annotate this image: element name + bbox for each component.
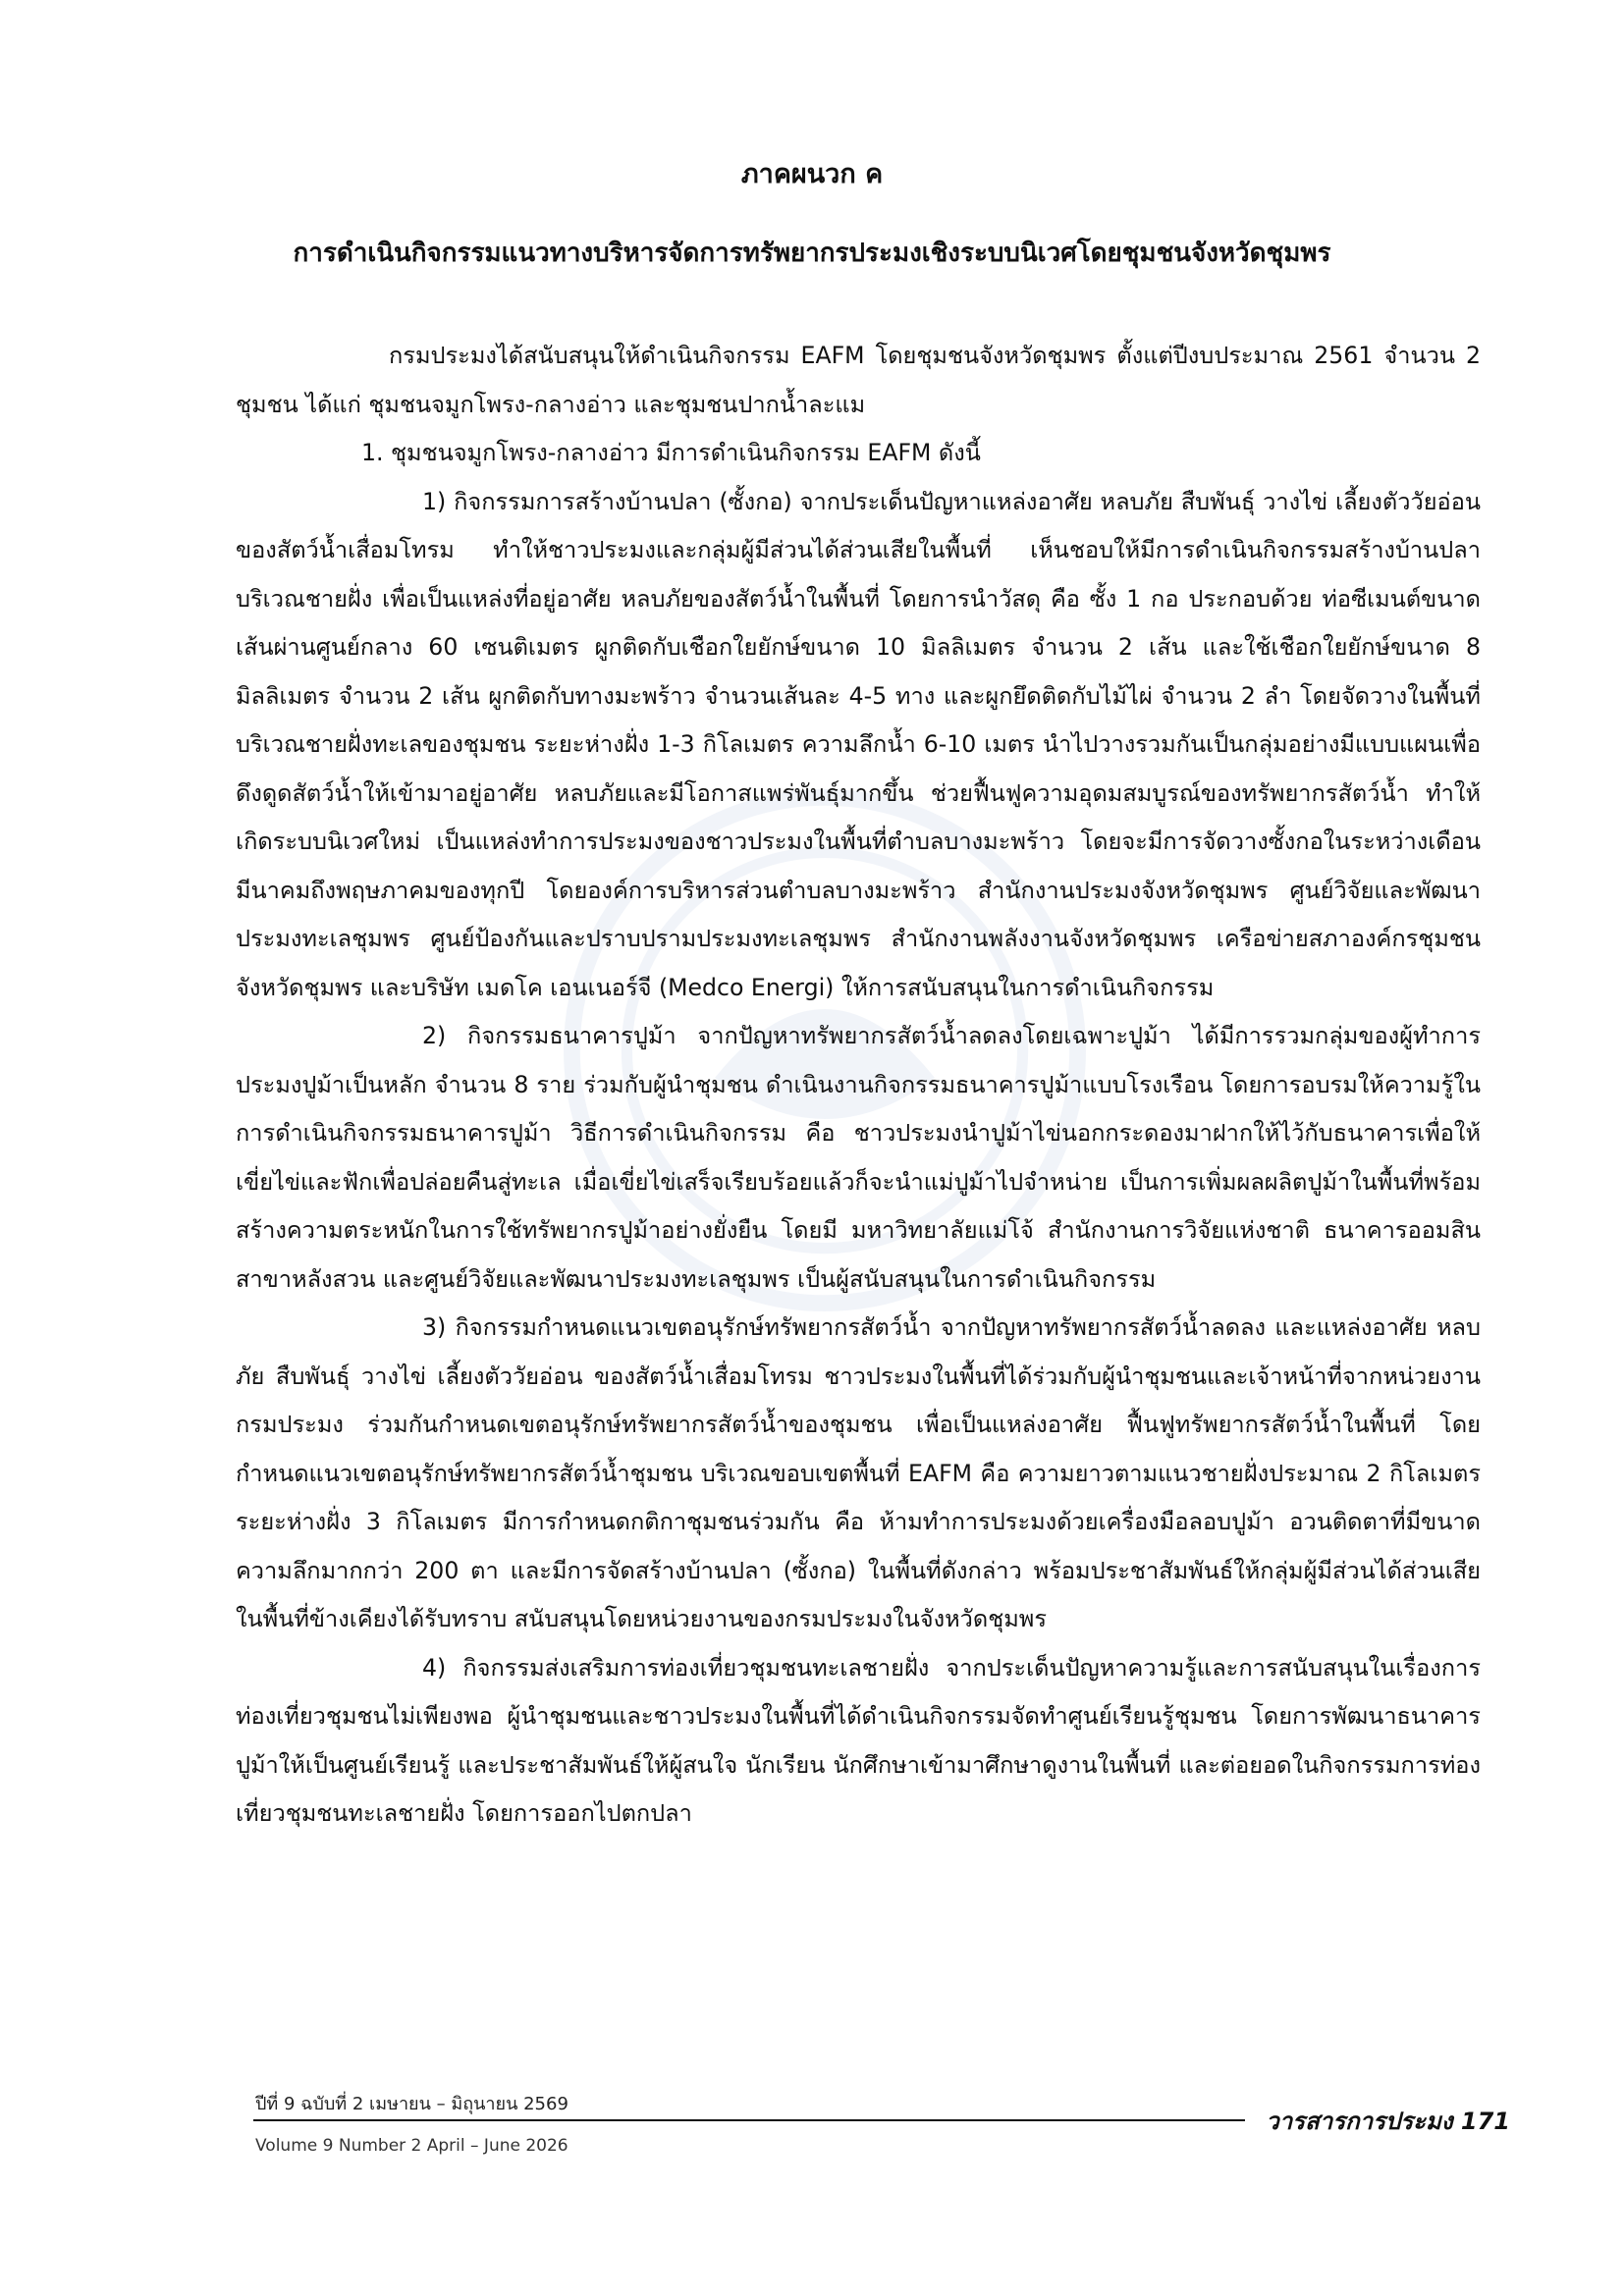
footer-issue-english: Volume 9 Number 2 April – June 2026 (255, 2136, 568, 2156)
journal-name: วารสารการประมง (1266, 2108, 1453, 2135)
page-title: การดำเนินกิจกรรมแนวทางบริหารจัดการทรัพยากรประมงเชิงระบบนิเวศโดยชุมชนจังหวัดชุมพร (293, 239, 1331, 268)
footer-issue-thai: ปีที่ 9 ฉบับที่ 2 เมษายน – มิถุนายน 2569 (255, 2094, 568, 2114)
footer-divider (253, 2119, 1245, 2121)
page-number: 171 (1460, 2108, 1510, 2135)
paragraph-section-heading: 1. ชุมชนจมูกโพรง-กลางอ่าว มีการดำเนินกิจกรรม EAFM ดังนี้ (361, 439, 981, 466)
paragraph-item-2: 2) กิจกรรมธนาคารปูม้า จากปัญหาทรัพยากรสัตว์น้ำลดลงโดยเฉพาะปูม้า ได้มีการรวมกลุ่มของผู้ทำการประมงปูม้าเป็นหลัก จำนวน 8 ราย ร่วมกับผู้นำชุมชน ดำเนินงานกิจกรรมธนาคารปูม้าแบบโรงเรือน โดยการอบรมให้ความรู้ในการดำเนินกิจกรรมธนาคารปูม้า วิธีการดำเนินกิจกรรม คือ ชาวประมงนำปูม้าไข่นอกกระดองมาฝากให้ไว้กับธนาคารเพื่อให้เขี่ยไข่และฟักเพื่อปล่อยคืนสู่ทะเล เมื่อเขี่ยไข่เสร็จเรียบร้อยแล้วก็จะนำแม่ปูม้าไปจำหน่าย เป็นการเพิ่มผลผลิตปูม้าในพื้นที่พร้อมสร้างความตระหนักในการใช้ทรัพยากรปูม้าอย่างยั่งยืน โดยมี มหาวิทยาลัยแม่โจ้ สำนักงานการวิจัยแห่งชาติ ธนาคารออมสินสาขาหลังสวน และศูนย์วิจัยและพัฒนาประมงทะเลชุมพร เป็นผู้สนับสนุนในการดำเนินกิจกรรม (236, 1022, 1481, 1293)
paragraph-item-3: 3) กิจกรรมกำหนดแนวเขตอนุรักษ์ทรัพยากรสัตว์น้ำ จากปัญหาทรัพยากรสัตว์น้ำลดลง และแหล่งอาศัย หลบภัย สืบพันธุ์ วางไข่ เลี้ยงตัววัยอ่อน ของสัตว์น้ำเสื่อมโทรม ชาวประมงในพื้นที่ได้ร่วมกับผู้นำชุมชนและเจ้าหน้าที่จากหน่วยงานกรมประมง ร่วมกันกำหนดเขตอนุรักษ์ทรัพยากรสัตว์น้ำของชุมชน เพื่อเป็นแหล่งอาศัย ฟื้นฟูทรัพยากรสัตว์น้ำในพื้นที่ โดยกำหนดแนวเขตอนุรักษ์ทรัพยากรสัตว์น้ำชุมชน บริเวณขอบเขตพื้นที่ EAFM คือ ความยาวตามแนวชายฝั่งประมาณ 2 กิโลเมตร ระยะห่างฝั่ง 3 กิโลเมตร มีการกำหนดกติกาชุมชนร่วมกัน คือ ห้ามทำการประมงด้วยเครื่องมือลอบปูม้า อวนติดตาที่มีขนาดความลึกมากกว่า 200 ตา และมีการจัดสร้างบ้านปลา (ซั้งกอ) ในพื้นที่ดังกล่าว พร้อมประชาสัมพันธ์ให้กลุ่มผู้มีส่วนได้ส่วนเสียในพื้นที่ข้างเคียงได้รับทราบ สนับสนุนโดยหน่วยงานของกรมประมงในจังหวัดชุมพร (236, 1313, 1481, 1632)
footer-journal (1266, 2107, 1510, 2136)
paragraph-item-4: 4) กิจกรรมส่งเสริมการท่องเที่ยวชุมชนทะเลชายฝั่ง จากประเด็นปัญหาความรู้และการสนับสนุนในเรื่องการท่องเที่ยวชุมชนไม่เพียงพอ ผู้นำชุมชนและชาวประมงในพื้นที่ได้ดำเนินกิจกรรมจัดทำศูนย์เรียนรู้ชุมชน โดยการพัฒนาธนาคารปูม้าให้เป็นศูนย์เรียนรู้ และประชาสัมพันธ์ให้ผู้สนใจ นักเรียน นักศึกษาเข้ามาศึกษาดูงานในพื้นที่ และต่อยอดในกิจกรรมการท่องเที่ยวชุมชนทะเลชายฝั่ง โดยการออกไปตกปลา (236, 1653, 1481, 1827)
appendix-label: ภาคผนวก ค (740, 159, 884, 189)
paragraph-intro: กรมประมงได้สนับสนุนให้ดำเนินกิจกรรม EAFM โดยชุมชนจังหวัดชุมพร ตั้งแต่ปีงบประมาณ 2561 จำนวน 2 ชุมชน ได้แก่ ชุมชนจมูกโพรง-กลางอ่าว และชุมชนปากน้ำละแม (236, 342, 1481, 418)
body-text (236, 332, 1481, 1839)
paragraph-item-1: 1) กิจกรรมการสร้างบ้านปลา (ซั้งกอ) จากประเด็นปัญหาแหล่งอาศัย หลบภัย สืบพันธุ์ วางไข่ เลี้ยงตัววัยอ่อน ของสัตว์น้ำเสื่อมโทรม ทำให้ชาวประมงและกลุ่มผู้มีส่วนได้ส่วนเสียในพื้นที่ เห็นชอบให้มีการดำเนินกิจกรรมสร้างบ้านปลาบริเวณชายฝั่ง เพื่อเป็นแหล่งที่อยู่อาศัย หลบภัยของสัตว์น้ำในพื้นที่ โดยการนำวัสดุ คือ ซั้ง 1 กอ ประกอบด้วย ท่อซีเมนต์ขนาดเส้นผ่านศูนย์กลาง 60 เซนติเมตร ผูกติดกับเชือกใยยักษ์ขนาด 10 มิลลิเมตร จำนวน 2 เส้น และใช้เชือกใยยักษ์ขนาด 8 มิลลิเมตร จำนวน 2 เส้น ผูกติดกับทางมะพร้าว จำนวนเส้นละ 4-5 ทาง และผูกยึดติดกับไม้ไผ่ จำนวน 2 ลำ โดยจัดวางในพื้นที่บริเวณชายฝั่งทะเลของชุมชน ระยะห่างฝั่ง 1-3 กิโลเมตร ความลึกน้ำ 6-10 เมตร นำไปวางรวมกันเป็นกลุ่มอย่างมีแบบแผนเพื่อดึงดูดสัตว์น้ำให้เข้ามาอยู่อาศัย หลบภัยและมีโอกาสแพร่พันธุ์มากขึ้น ช่วยฟื้นฟูความอุดมสมบูรณ์ของทรัพยากรสัตว์น้ำ ทำให้เกิดระบบนิเวศใหม่ เป็นแหล่งทำการประมงของชาวประมงในพื้นที่ตำบลบางมะพร้าว โดยจะมีการจัดวางซั้งกอในระหว่างเดือนมีนาคมถึงพฤษภาคมของทุกปี โดยองค์การบริหารส่วนตำบลบางมะพร้าว สำนักงานประมงจังหวัดชุมพร ศูนย์วิจัยและพัฒนาประมงทะเลชุมพร ศูนย์ป้องกันและปราบปรามประมงทะเลชุมพร สำนักงานพลังงานจังหวัดชุมพร เครือข่ายสภาองค์กรชุมชนจังหวัดชุมพร และบริษัท เมดโค เอนเนอร์จี (Medco Energi) ให้การสนับสนุนในการดำเนินกิจกรรม (236, 487, 1481, 1001)
